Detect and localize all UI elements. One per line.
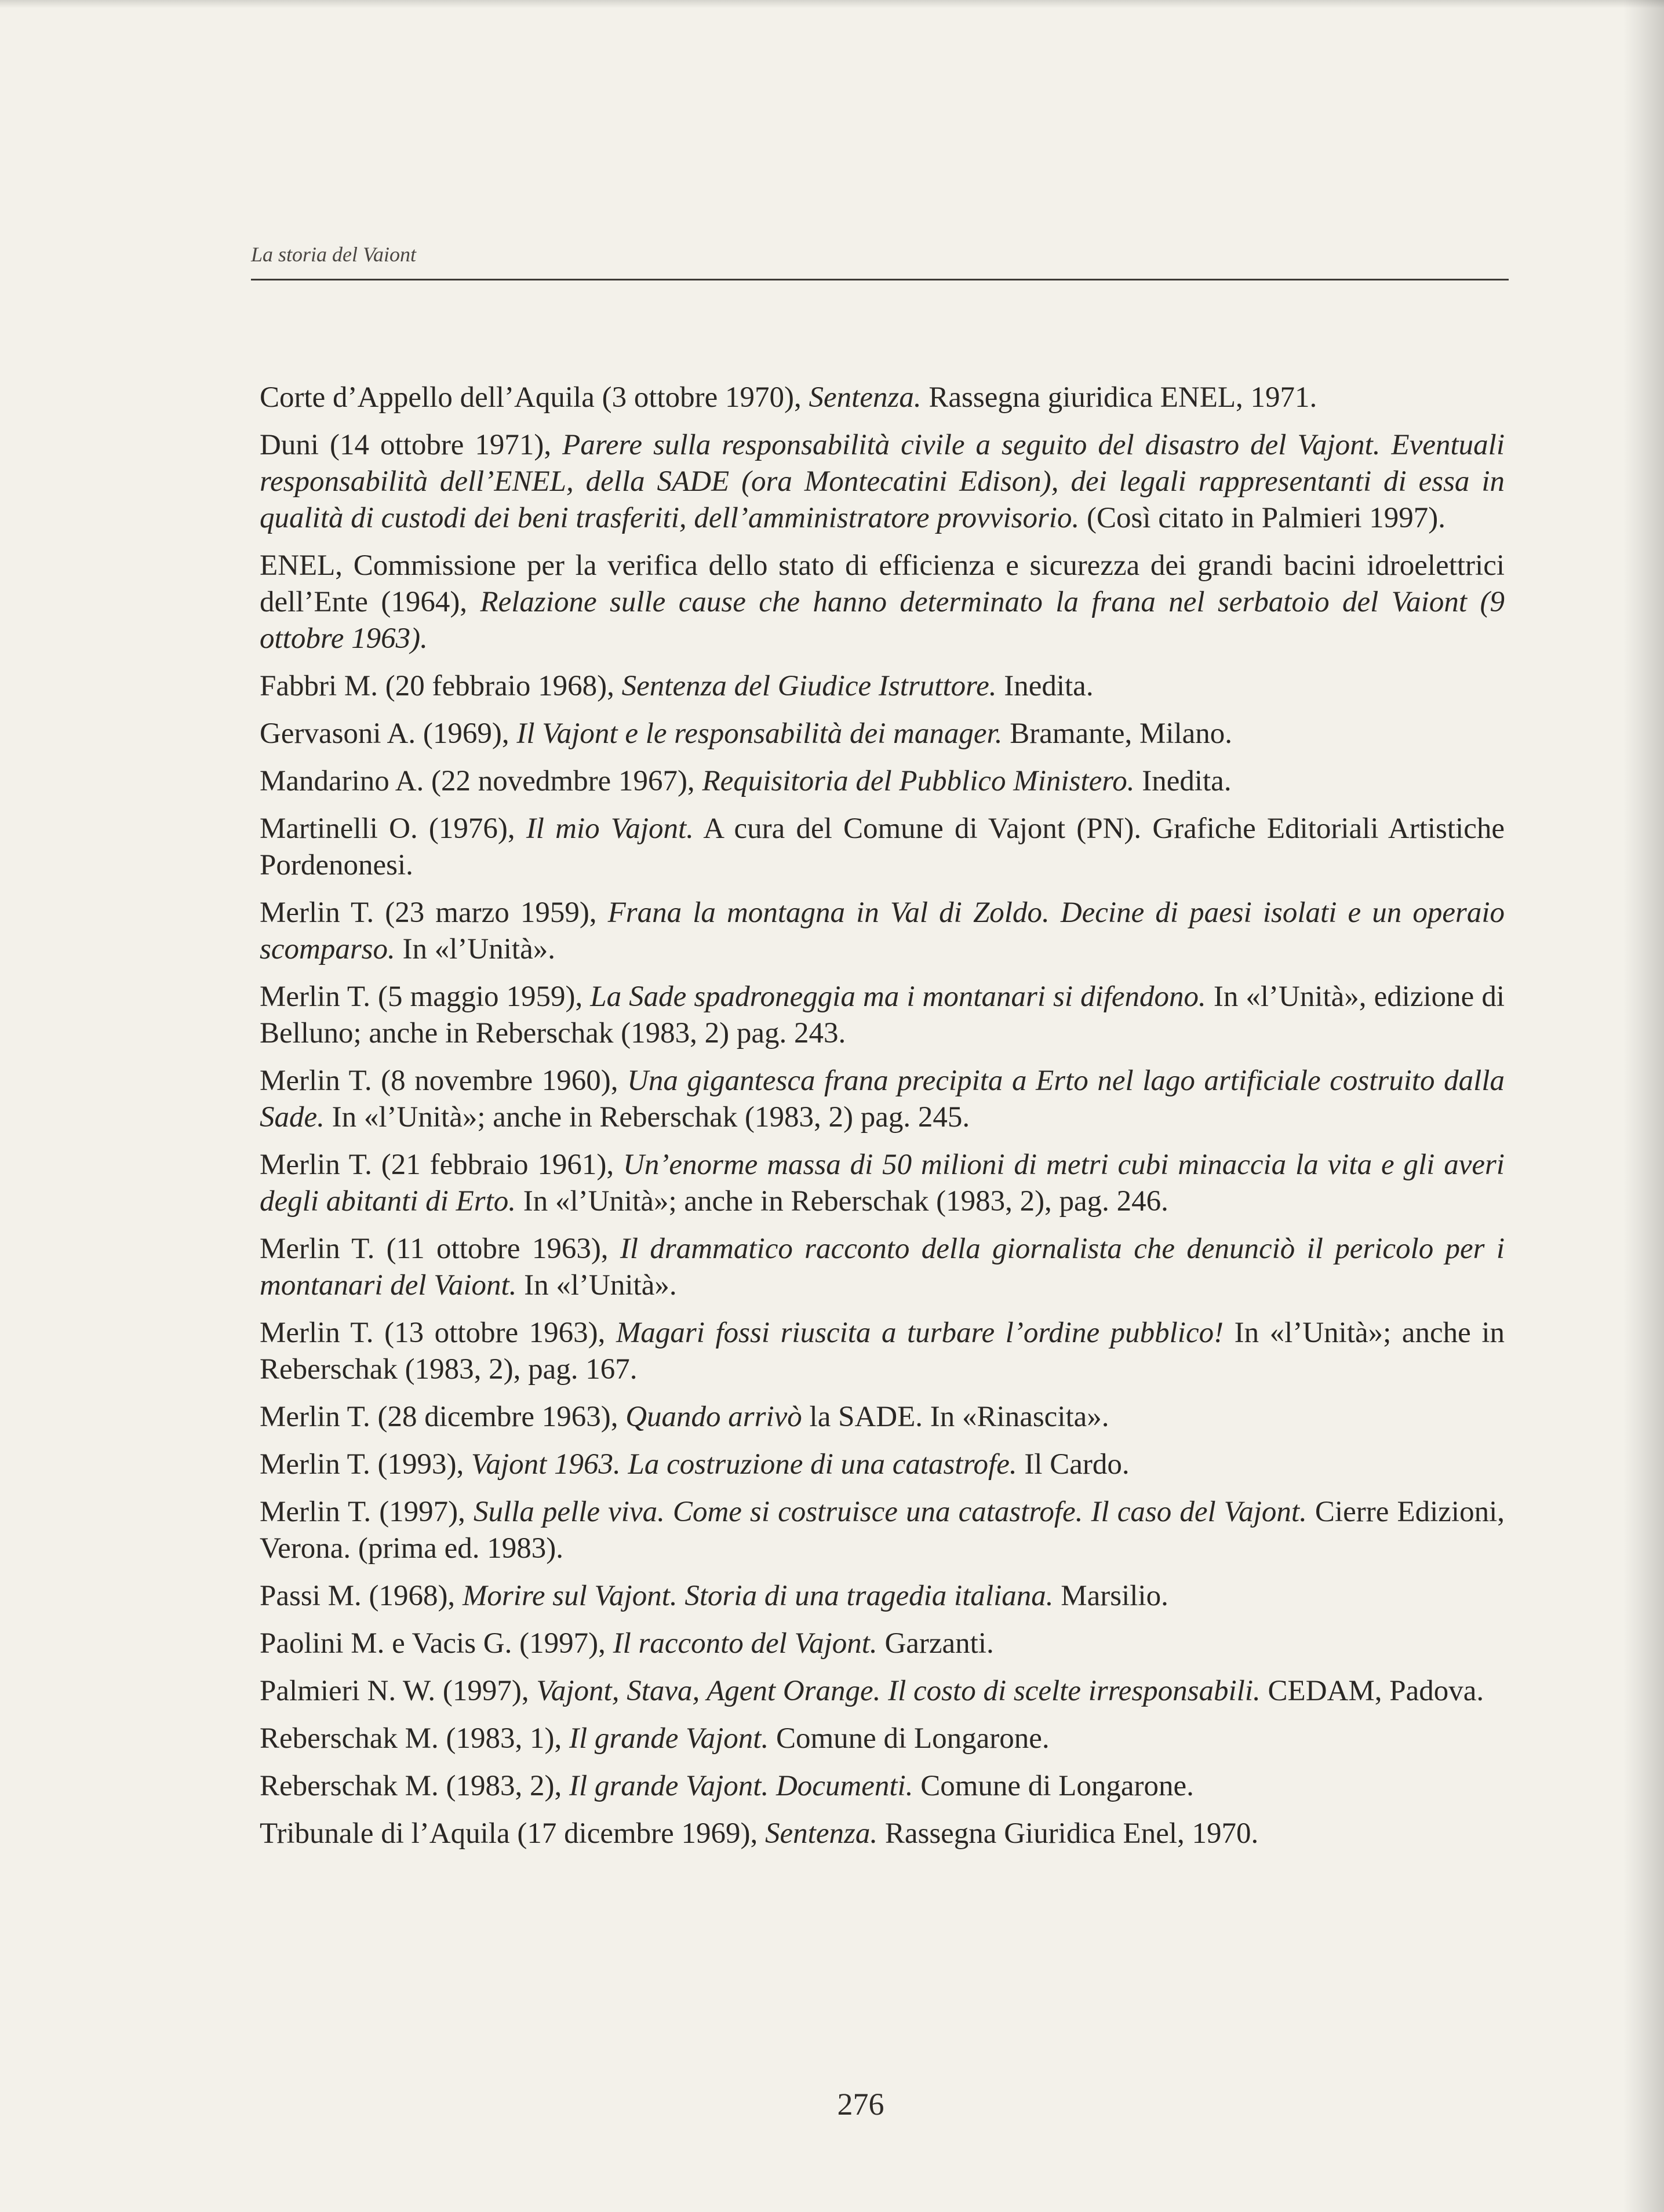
entry-publication: In «l’Unità»; anche in Reberschak (1983, 2), pag. 167. [260, 1317, 1505, 1386]
bibliography-entry [260, 1768, 1505, 1805]
entry-author-date: Merlin T. (28 dicembre 1963), [260, 1401, 626, 1433]
entry-author-date: Gervasoni A. (1969), [260, 717, 517, 750]
entry-author-date: Paolini M. e Vacis G. (1997), [260, 1627, 613, 1660]
entry-author-date: Merlin T. (1997), [260, 1496, 474, 1528]
entry-title: Vajont, Stava, Agent Orange. Il costo di scelte irresponsabili. [536, 1675, 1261, 1707]
bibliography-entry [260, 763, 1505, 800]
entry-author-date: Reberschak M. (1983, 1), [260, 1722, 569, 1755]
entry-publication: Inedita. [1134, 765, 1232, 797]
entry-author-date: Palmieri N. W. (1997), [260, 1675, 537, 1707]
bibliography-entry [260, 668, 1505, 705]
entry-author-date: Fabbri M. (20 febbraio 1968), [260, 670, 622, 702]
entry-publication: Marsilio. [1053, 1580, 1168, 1612]
bibliography-entry [260, 427, 1505, 537]
bibliography-entry [260, 548, 1505, 657]
entry-publication: la SADE. In «Rinascita». [802, 1401, 1109, 1433]
bibliography-entry [260, 1816, 1505, 1852]
entry-author-date: Tribunale di l’Aquila (17 dicembre 1969), [260, 1817, 766, 1850]
entry-title: Sentenza. [765, 1817, 878, 1850]
entry-title: Sentenza del Giudice Istruttore. [621, 670, 997, 702]
entry-author-date: Merlin T. (1993), [260, 1448, 471, 1481]
entry-publication: Il Cardo. [1017, 1448, 1130, 1481]
bibliography-entry [260, 1626, 1505, 1662]
entry-publication: A cura del Comune di Vajont (PN). Grafiche Editoriali Artistiche Pordenonesi. [260, 812, 1505, 881]
entry-publication: Cierre Edizioni, Verona. (prima ed. 1983). [260, 1496, 1505, 1565]
entry-publication: CEDAM, Padova. [1260, 1675, 1484, 1707]
entry-publication: (Così citato in Palmieri 1997). [1079, 502, 1445, 534]
entry-title: Sulla pelle viva. Come si costruisce una catastrofe. Il caso del Vajont. [474, 1496, 1307, 1528]
entry-publication: Comune di Longarone. [913, 1770, 1194, 1802]
entry-author-date: Reberschak M. (1983, 2), [260, 1770, 569, 1802]
entry-publication: Bramante, Milano. [1002, 717, 1233, 750]
entry-title: Relazione sulle cause che hanno determinato la frana nel serbatoio del Vaiont (9 ottobre 1963). [260, 586, 1505, 655]
entry-title: Magari fossi riuscita a turbare l’ordine pubblico! [616, 1317, 1224, 1349]
entry-publication: Comune di Longarone. [769, 1722, 1050, 1755]
bibliography-entry [260, 1721, 1505, 1757]
bibliography-list [260, 380, 1505, 1863]
entry-author-date: Corte d’Appello dell’Aquila (3 ottobre 1970), [260, 381, 809, 414]
entry-author-date: Mandarino A. (22 novedmbre 1967), [260, 765, 702, 797]
entry-publication: In «l’Unità». [395, 933, 555, 965]
bibliography-entry [260, 811, 1505, 884]
entry-publication: Inedita. [996, 670, 1094, 702]
entry-author-date: Duni (14 ottobre 1971), [260, 429, 563, 461]
entry-author-date: Merlin T. (23 marzo 1959), [260, 897, 608, 929]
page-binding-shadow [1623, 0, 1664, 2212]
entry-author-date: Merlin T. (5 maggio 1959), [260, 981, 591, 1013]
entry-title: Il mio Vajont. [526, 812, 694, 845]
bibliography-entry [260, 1494, 1505, 1567]
entry-author-date: Merlin T. (11 ottobre 1963), [260, 1233, 620, 1265]
bibliography-entry [260, 1315, 1505, 1388]
entry-publication: In «l’Unità»; anche in Reberschak (1983, 2) pag. 245. [324, 1101, 970, 1134]
page-top-shadow [0, 0, 1664, 8]
bibliography-entry [260, 1578, 1505, 1615]
bibliography-entry [260, 1673, 1505, 1710]
entry-title: Il grande Vajont. Documenti. [569, 1770, 913, 1802]
entry-title: Un’enorme massa di 50 milioni di metri cubi minaccia la vita e gli averi degli abitanti di Erto. [260, 1149, 1505, 1218]
entry-publication: Garzanti. [877, 1627, 994, 1660]
entry-title: Morire sul Vajont. Storia di una tragedia italiana. [462, 1580, 1054, 1612]
running-header: La storia del Vaiont [251, 243, 417, 266]
entry-title: Una gigantesca frana precipita a Erto nel lago artificiale costruito dalla Sade. [260, 1065, 1505, 1134]
entry-publication: Rassegna Giuridica Enel, 1970. [877, 1817, 1259, 1850]
entry-publication: In «l’Unità». [516, 1269, 677, 1302]
entry-title: Frana la montagna in Val di Zoldo. Decine di paesi isolati e un operaio scomparso. [260, 897, 1505, 965]
header-rule [251, 279, 1509, 280]
page-number: 276 [837, 2087, 884, 2122]
entry-title: Vajont 1963. La costruzione di una catastrofe. [471, 1448, 1017, 1481]
entry-title: La Sade spadroneggia ma i montanari si difendono. [590, 981, 1206, 1013]
bibliography-entry [260, 1147, 1505, 1220]
bibliography-entry [260, 1399, 1505, 1435]
bibliography-entry [260, 716, 1505, 752]
entry-title: Sentenza. [809, 381, 922, 414]
entry-title: Il racconto del Vajont. [613, 1627, 877, 1660]
entry-title: Il Vajont e le responsabilità dei manager. [516, 717, 1003, 750]
entry-author-date: ENEL, Commissione per la verifica dello stato di efficienza e sicurezza dei grandi bacini idroelettrici dell’Ente (1964), [260, 549, 1505, 618]
bibliography-entry [260, 895, 1505, 968]
entry-author-date: Merlin T. (8 novembre 1960), [260, 1065, 628, 1097]
entry-publication: In «l’Unità», edizione di Belluno; anche in Reberschak (1983, 2) pag. 243. [260, 981, 1505, 1049]
entry-title: Requisitoria del Pubblico Ministero. [702, 765, 1135, 797]
bibliography-entry [260, 380, 1505, 416]
entry-author-date: Merlin T. (13 ottobre 1963), [260, 1317, 616, 1349]
entry-author-date: Passi M. (1968), [260, 1580, 463, 1612]
entry-publication: In «l’Unità»; anche in Reberschak (1983, 2), pag. 246. [516, 1185, 1168, 1218]
bibliography-entry [260, 1446, 1505, 1483]
entry-title: Parere sulla responsabilità civile a seguito del disastro del Vajont. Eventuali responsabilità dell’ENEL, della SADE (ora Montecatini Edison), dei legali rappresentanti di essa in qualità di custodi dei beni trasferiti, dell’amministratore provvisorio. [260, 429, 1505, 534]
bibliography-entry [260, 1231, 1505, 1304]
entry-title: Il grande Vajont. [569, 1722, 769, 1755]
entry-title: Il drammatico racconto della giornalista che denunciò il pericolo per i montanari del Vaiont. [260, 1233, 1505, 1302]
entry-author-date: Martinelli O. (1976), [260, 812, 526, 845]
entry-title: Quando arrivò [625, 1401, 802, 1433]
bibliography-entry [260, 979, 1505, 1052]
entry-publication: Rassegna giuridica ENEL, 1971. [921, 381, 1317, 414]
entry-author-date: Merlin T. (21 febbraio 1961), [260, 1149, 624, 1181]
bibliography-entry [260, 1063, 1505, 1136]
